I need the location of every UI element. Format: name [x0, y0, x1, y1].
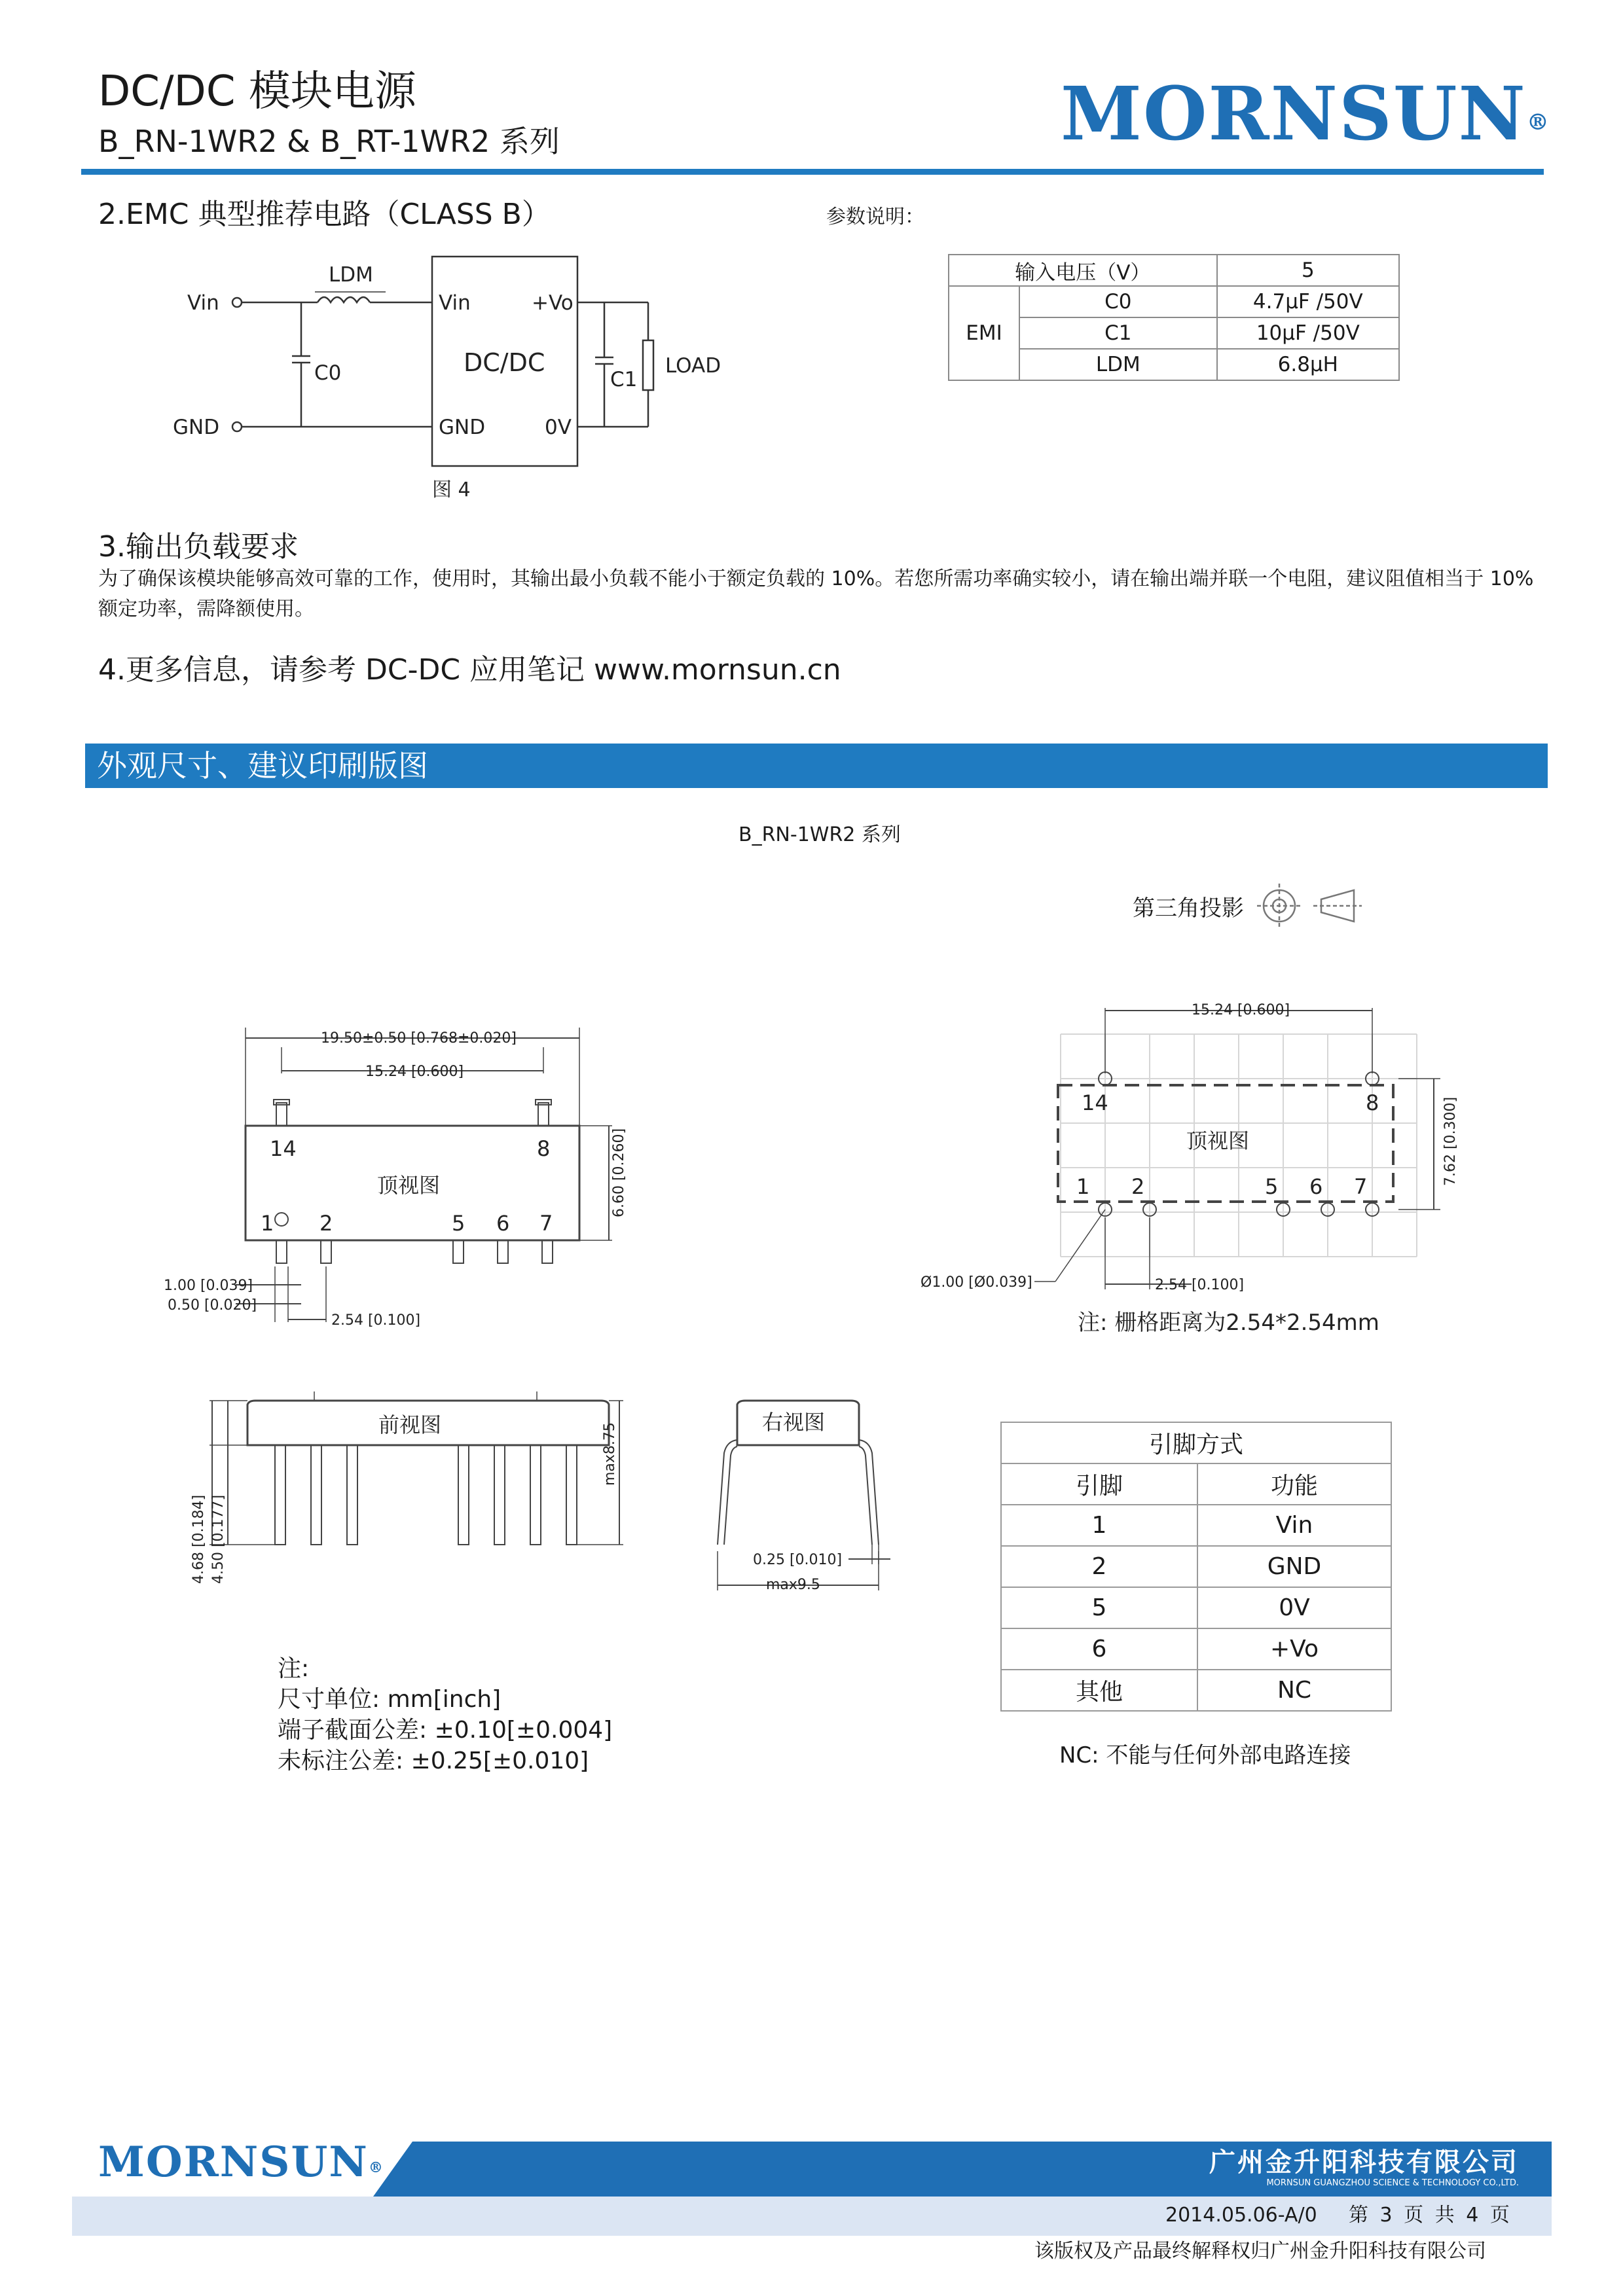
table-cell: 1 — [1001, 1505, 1197, 1546]
notes-block — [278, 1653, 612, 1776]
pcb-view-label: 顶视图 — [1186, 1128, 1250, 1153]
emc-parameter-table — [948, 254, 1400, 381]
pin-label: 8 — [537, 1136, 551, 1161]
label-vin: Vin — [187, 291, 219, 315]
more-info-heading: 4.更多信息，请参考 DC-DC 应用笔记 www.mornsun.cn — [98, 653, 841, 687]
dim-pin-pitch: 2.54 [0.100] — [331, 1312, 421, 1329]
dim-lead: 0.25 [0.010] — [753, 1552, 843, 1568]
pin-label: 1 — [1076, 1174, 1090, 1199]
right-view-drawing — [694, 1388, 917, 1597]
module-gnd: GND — [439, 416, 486, 439]
series-subtitle: B_RN-1WR2 & B_RT-1WR2 系列 — [98, 124, 560, 159]
pin-label: 2 — [1131, 1174, 1145, 1199]
pin-label: 7 — [1354, 1174, 1368, 1199]
pin-label: 5 — [1265, 1174, 1279, 1199]
pin-label: 14 — [270, 1136, 297, 1161]
top-view-drawing — [157, 1008, 655, 1348]
table-row — [949, 255, 1399, 286]
footer-copyright: 该版权及产品最终解释权归广州金升阳科技有限公司 — [1034, 2240, 1486, 2263]
note-line: 未标注公差: ±0.25[±0.010] — [278, 1748, 589, 1774]
dim-hole: Ø1.00 [Ø0.039] — [921, 1274, 1032, 1291]
table-cell: 5 — [1217, 255, 1399, 286]
pin-label: 8 — [1366, 1090, 1379, 1115]
dim-width: max9.5 — [766, 1577, 820, 1593]
table-row — [1001, 1463, 1391, 1505]
dim-pitch: 15.24 [0.600] — [1192, 1002, 1290, 1018]
table-header: 功能 — [1197, 1463, 1391, 1505]
grid-note: 注: 栅格距离为2.54*2.54mm — [1078, 1310, 1379, 1336]
table-cell: 其他 — [1001, 1670, 1197, 1711]
table-cell: 6.8µH — [1217, 349, 1399, 380]
dim-b: 4.50 [0.177] — [210, 1494, 227, 1584]
top-view-label: 顶视图 — [377, 1173, 441, 1198]
module-vo: +Vo — [532, 291, 574, 315]
note-line: 端子截面公差: ±0.10[±0.004] — [278, 1717, 613, 1744]
footer-light-band — [72, 2197, 1552, 2236]
nc-note: NC: 不能与任何外部电路连接 — [1059, 1742, 1351, 1768]
table-cell: 输入电压（V） — [949, 255, 1217, 286]
projection-icon — [1256, 881, 1374, 933]
table-row — [1001, 1546, 1391, 1587]
table-cell: NC — [1197, 1670, 1391, 1711]
dim-height: 6.60 [0.260] — [611, 1128, 627, 1217]
table-cell: 2 — [1001, 1546, 1197, 1587]
footer-company-en: MORNSUN GUANGZHOU SCIENCE & TECHNOLOGY CO.,LTD. — [1266, 2178, 1519, 2188]
table-cell: 0V — [1197, 1587, 1391, 1628]
label-gnd: GND — [173, 416, 220, 439]
emc-heading: 2.EMC 典型推荐电路（CLASS B） — [98, 198, 551, 231]
table-cell: C1 — [1019, 317, 1217, 349]
pin-label: 6 — [1309, 1174, 1323, 1199]
figure-caption: 图 4 — [432, 478, 471, 501]
notes-title: 注: — [278, 1655, 310, 1682]
projection-label: 第三角投影 — [1133, 895, 1244, 922]
pin-label: 6 — [496, 1211, 510, 1236]
table-row — [1001, 1422, 1391, 1463]
dim-a: 4.68 [0.184] — [191, 1494, 207, 1584]
dim-pin-thickness: 0.50 [0.020] — [168, 1297, 257, 1314]
document-title: DC/DC 模块电源 — [98, 67, 416, 116]
table-row — [1001, 1505, 1391, 1546]
pin-function-table — [1000, 1422, 1392, 1712]
module-0v: 0V — [545, 416, 572, 439]
module-name: DC/DC — [464, 348, 545, 377]
dim-grid: 2.54 [0.100] — [1155, 1277, 1245, 1293]
note-line: 尺寸单位: mm[inch] — [278, 1686, 501, 1713]
load-heading: 3.输出负载要求 — [98, 530, 299, 564]
footer-brand-logo: MORNSUN® — [98, 2138, 384, 2187]
table-cell: 4.7µF /50V — [1217, 286, 1399, 317]
front-view-drawing — [183, 1388, 681, 1610]
table-cell: Vin — [1197, 1505, 1391, 1546]
table-cell: 5 — [1001, 1587, 1197, 1628]
dim-pin-width: 1.00 [0.039] — [164, 1278, 253, 1294]
table-row — [1001, 1628, 1391, 1670]
table-title: 引脚方式 — [1001, 1422, 1391, 1463]
label-c1: C1 — [610, 368, 638, 391]
section-band: 外观尺寸、建议印刷版图 — [85, 744, 1548, 788]
pin-label: 7 — [539, 1211, 553, 1236]
brand-logo: MORNSUN® — [1061, 71, 1550, 157]
dim-length: 19.50±0.50 [0.768±0.020] — [321, 1030, 517, 1047]
table-row — [1001, 1587, 1391, 1628]
header-divider — [81, 169, 1544, 175]
pcb-layout-drawing — [917, 982, 1506, 1348]
pin-label: 5 — [452, 1211, 465, 1236]
series-label: B_RN-1WR2 系列 — [739, 823, 901, 846]
table-cell: 6 — [1001, 1628, 1197, 1670]
param-label: 参数说明： — [826, 206, 924, 228]
table-cell: GND — [1197, 1546, 1391, 1587]
pin-label: 14 — [1082, 1090, 1108, 1115]
table-row — [949, 286, 1399, 317]
table-header: 引脚 — [1001, 1463, 1197, 1505]
table-cell: 10µF /50V — [1217, 317, 1399, 349]
right-view-label: 右视图 — [762, 1410, 826, 1435]
table-row — [1001, 1670, 1391, 1711]
label-ldm: LDM — [329, 263, 373, 287]
load-paragraph: 为了确保该模块能够高效可靠的工作，使用时，其输出最小负载不能小于额定负载的 10%。若您所需功率确实较小，请在输出端并联一个电阻，建议阻值相当于 10%额定功率，需降额使用。 — [98, 567, 1534, 620]
table-cell: +Vo — [1197, 1628, 1391, 1670]
footer-page-number: 第 3 页 共 4 页 — [1349, 2204, 1512, 2227]
label-c0: C0 — [314, 361, 342, 385]
emc-circuit-diagram — [157, 249, 759, 524]
pin-label: 2 — [319, 1211, 333, 1236]
dim-row-spacing: 7.62 [0.300] — [1442, 1096, 1459, 1186]
table-cell: LDM — [1019, 349, 1217, 380]
front-view-label: 前视图 — [378, 1412, 442, 1437]
footer-company-cn: 广州金升阳科技有限公司 — [1209, 2147, 1519, 2178]
label-load: LOAD — [665, 354, 721, 378]
footer-date: 2014.05.06-A/0 — [1165, 2204, 1317, 2227]
table-cell: EMI — [949, 286, 1019, 380]
dim-max-height: max8.75 — [602, 1422, 618, 1486]
pin-label: 1 — [261, 1211, 274, 1236]
module-vin: Vin — [439, 291, 471, 315]
dim-pitch: 15.24 [0.600] — [365, 1064, 464, 1080]
table-cell: C0 — [1019, 286, 1217, 317]
